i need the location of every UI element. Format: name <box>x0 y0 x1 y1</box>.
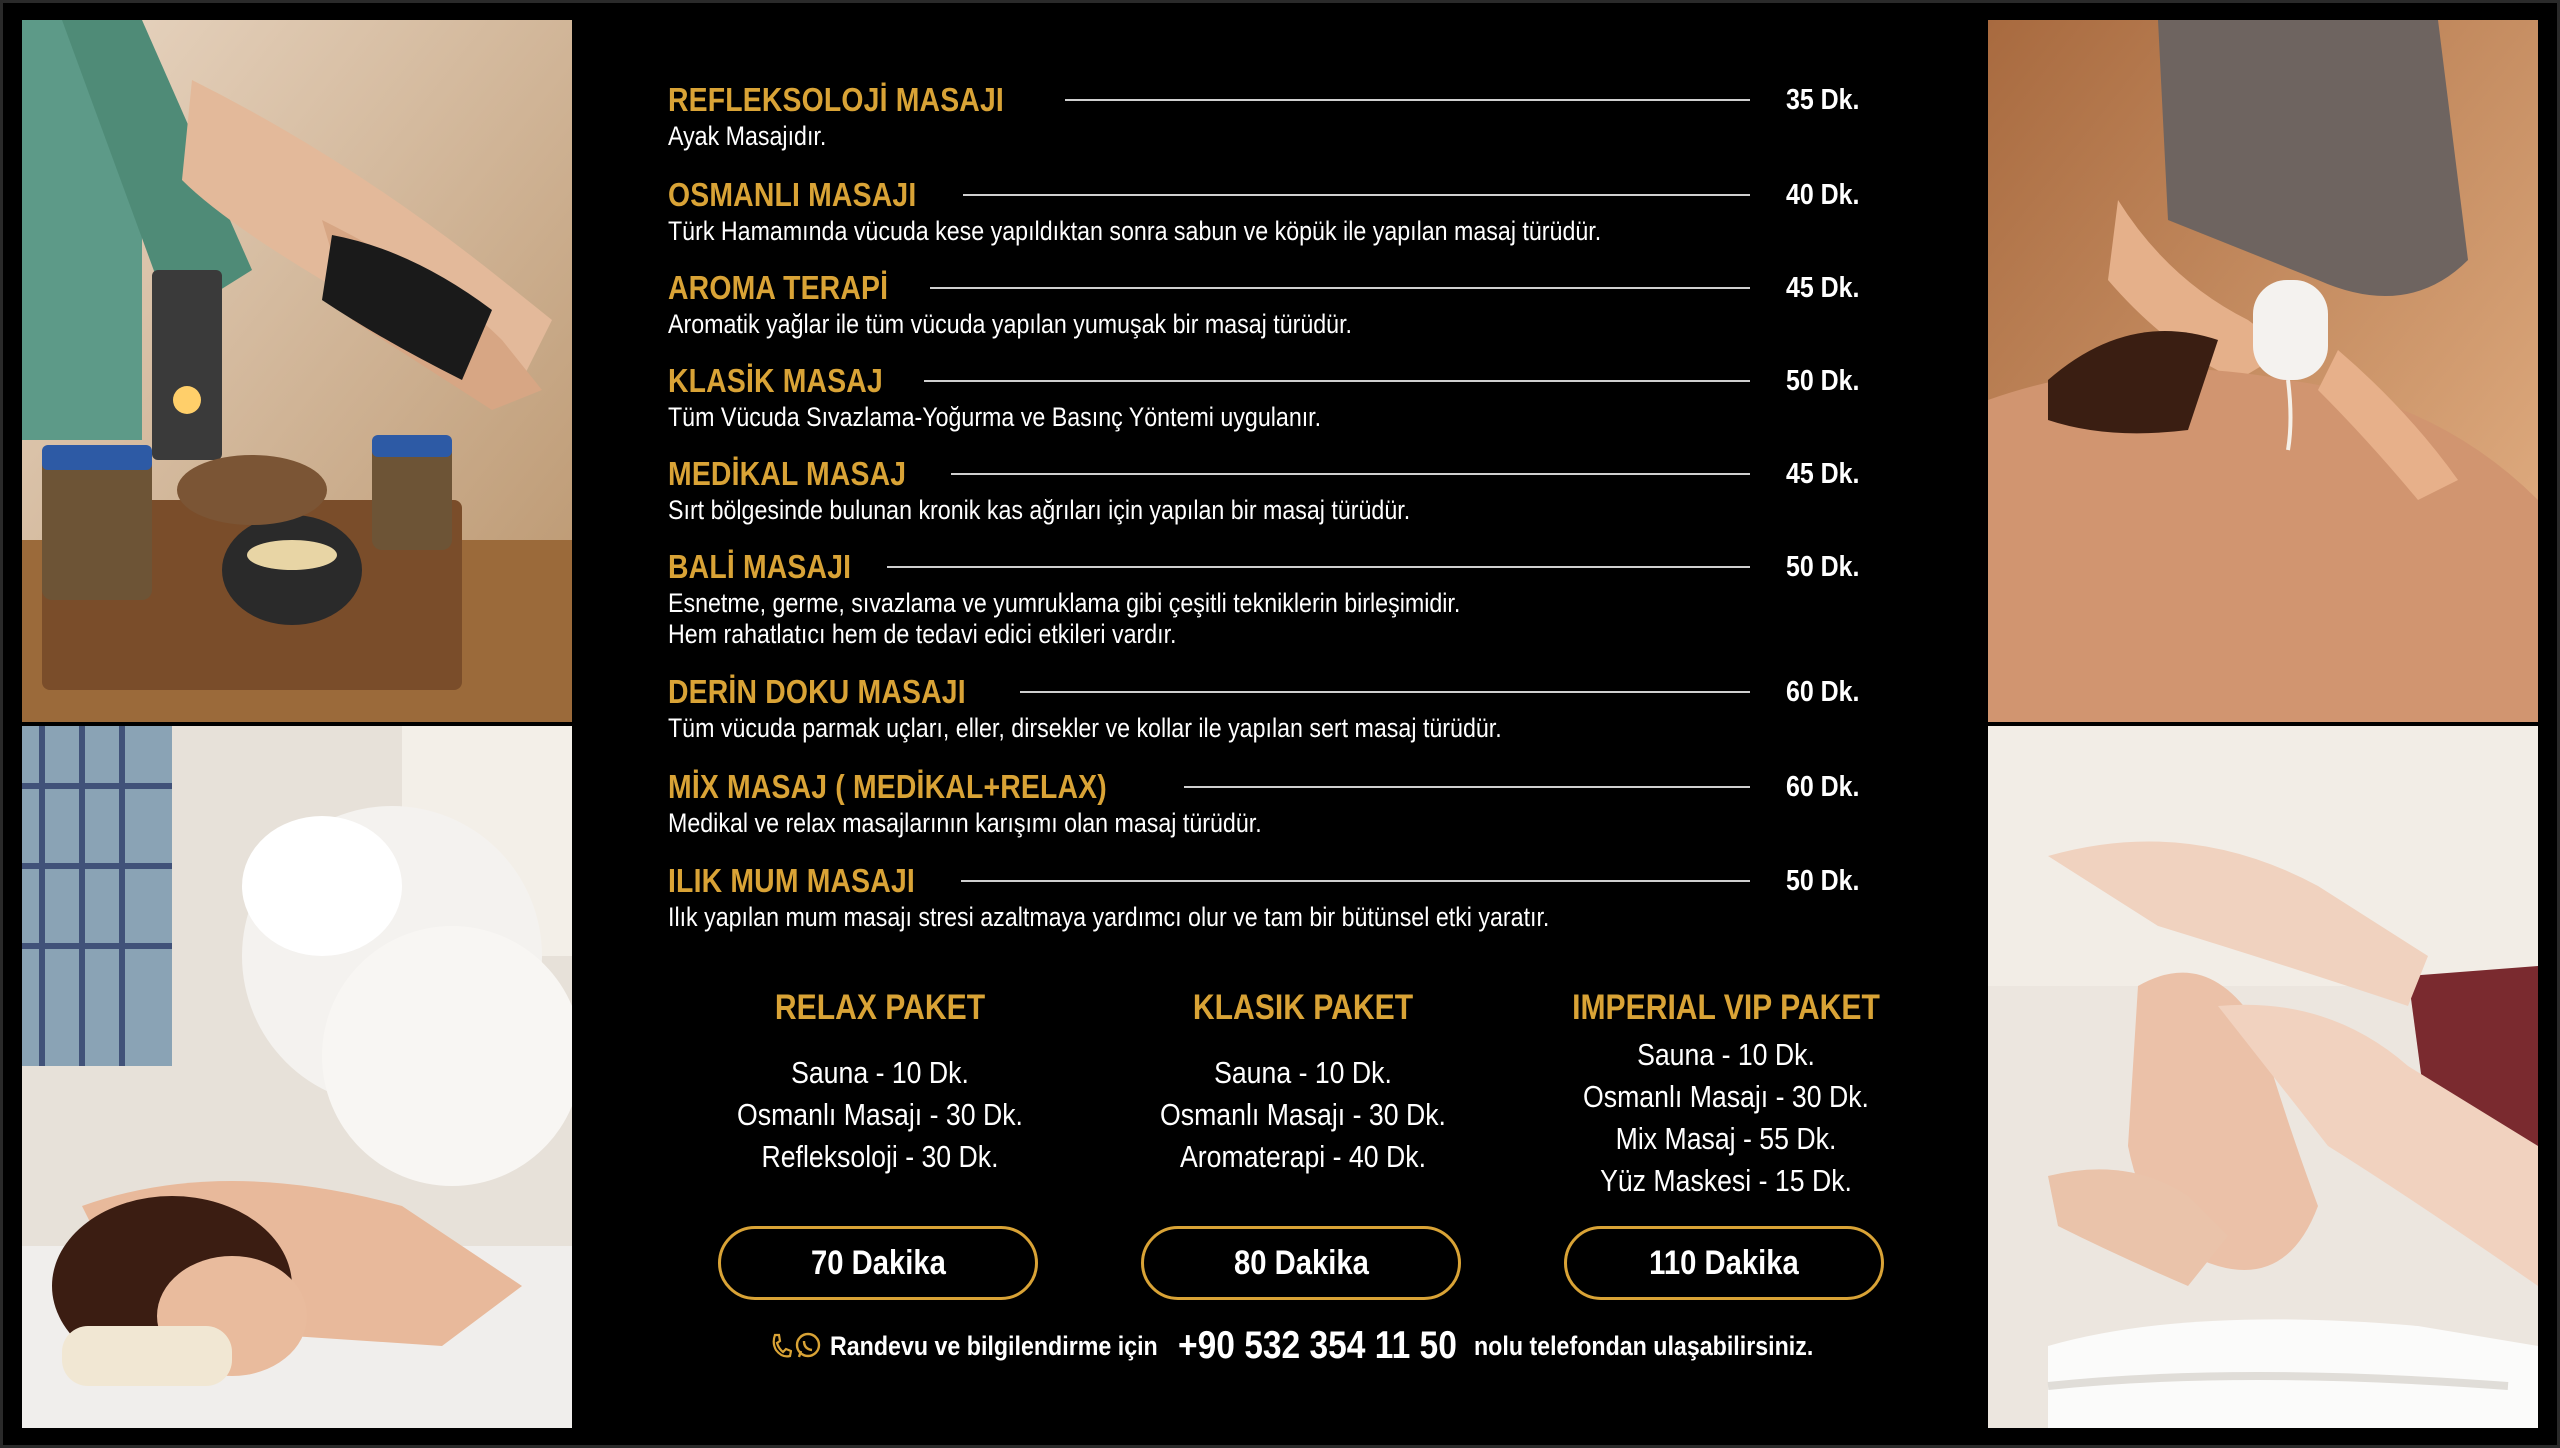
menu-item-description: Tüm Vücuda Sıvazlama-Yoğurma ve Basınç Yöntemi uygulanır. <box>668 402 1322 432</box>
menu-item-title: AROMA TERAPİ <box>668 269 889 306</box>
package-line: Osmanlı Masajı - 30 Dk. <box>737 1097 1023 1132</box>
menu-item-title: MİX MASAJ ( MEDİKAL+RELAX) <box>668 768 1107 805</box>
leader-line <box>887 566 1750 568</box>
whatsapp-icon[interactable] <box>794 1332 822 1360</box>
contact-text-before: Randevu ve bilgilendirme için <box>830 1330 1158 1361</box>
contact-text-after: nolu telefondan ulaşabilirsiniz. <box>1474 1330 1814 1361</box>
phone-number[interactable]: +90 532 354 11 50 <box>1178 1324 1457 1367</box>
package-title: RELAX PAKET <box>774 988 986 1027</box>
contact-line <box>770 1316 1869 1376</box>
menu-item-description: Türk Hamamında vücuda kese yapıldıktan sonra sabun ve köpük ile yapılan masaj türüdür. <box>668 216 1602 246</box>
menu-item <box>668 545 1868 651</box>
package-line: Sauna - 10 Dk. <box>791 1055 969 1090</box>
menu-item-title: MEDİKAL MASAJ <box>668 455 907 492</box>
package-duration-label: 70 Dakika <box>810 1243 946 1282</box>
leader-line <box>963 194 1750 196</box>
menu-item-duration: 50 Dk. <box>1786 550 1860 583</box>
menu-item-description: Medikal ve relax masajlarının karışımı olan masaj türüdür. <box>668 808 1262 838</box>
menu-item-description: Ayak Masajıdır. <box>668 121 827 151</box>
leader-line <box>924 380 1750 382</box>
menu-item-description: Aromatik yağlar ile tüm vücuda yapılan yumuşak bir masaj türüdür. <box>668 309 1353 339</box>
menu-item-description: Tüm vücuda parmak uçları, eller, dirsekler ve kollar ile yapılan sert masaj türüdür. <box>668 713 1502 743</box>
package-line: Refleksoloji - 30 Dk. <box>761 1139 999 1174</box>
menu-item-duration: 40 Dk. <box>1786 178 1860 211</box>
package-line: Sauna - 10 Dk. <box>1214 1055 1392 1090</box>
menu-item <box>668 859 1868 934</box>
package-imperial-vip <box>1516 988 1936 1202</box>
leader-line <box>1065 99 1750 101</box>
phone-icon <box>770 1333 792 1359</box>
package-line: Osmanlı Masajı - 30 Dk. <box>1583 1079 1869 1114</box>
leader-line <box>951 473 1750 475</box>
leader-line <box>1020 691 1750 693</box>
menu-item-description: Esnetme, germe, sıvazlama ve yumruklama gibi çeşitli tekniklerin birleşimidir. <box>668 588 1461 618</box>
leader-line <box>1184 786 1750 788</box>
menu-item <box>668 765 1868 840</box>
package-duration-imperial[interactable] <box>1564 1226 1884 1300</box>
menu-item-title: ILIK MUM MASAJI <box>668 862 915 899</box>
menu-item <box>668 78 1868 153</box>
photo-foot-massage <box>1988 726 2538 1428</box>
menu-item-duration: 45 Dk. <box>1786 457 1860 490</box>
package-duration-klasik[interactable] <box>1141 1226 1461 1300</box>
package-line: Sauna - 10 Dk. <box>1637 1037 1815 1072</box>
menu-item-title: OSMANLI MASAJI <box>668 176 917 213</box>
menu-item-title: KLASİK MASAJ <box>668 362 883 399</box>
leader-line <box>930 287 1750 289</box>
menu-item <box>668 670 1868 745</box>
package-relax <box>670 988 1090 1178</box>
package-line: Yüz Maskesi - 15 Dk. <box>1600 1163 1852 1198</box>
menu-item <box>668 359 1868 434</box>
menu-item-description: Hem rahatlatıcı hem de tedavi edici etkileri vardır. <box>668 619 1177 649</box>
package-line: Osmanlı Masajı - 30 Dk. <box>1160 1097 1446 1132</box>
leader-line <box>961 880 1750 882</box>
photo-hammam-accessories <box>22 20 572 722</box>
package-title: KLASIK PAKET <box>1192 988 1414 1027</box>
menu-item-title: REFLEKSOLOJİ MASAJI <box>668 81 1004 118</box>
contact-icons <box>770 1332 822 1360</box>
package-line: Mix Masaj - 55 Dk. <box>1615 1121 1837 1156</box>
package-duration-label: 80 Dakika <box>1233 1243 1369 1282</box>
menu-item-description: Ilık yapılan mum masajı stresi azaltmaya yardımcı olur ve tam bir bütünsel etki yaratır. <box>668 902 1550 932</box>
package-klasik <box>1093 988 1513 1178</box>
menu-item-duration: 50 Dk. <box>1786 864 1860 897</box>
menu-item <box>668 173 1868 248</box>
package-title: IMPERIAL VIP PAKET <box>1572 988 1880 1027</box>
photo-foam-massage <box>22 726 572 1428</box>
menu-item-duration: 60 Dk. <box>1786 675 1860 708</box>
menu-item-duration: 35 Dk. <box>1786 83 1860 116</box>
menu-item-title: BALİ MASAJI <box>668 548 852 585</box>
photo-oil-back-massage <box>1988 20 2538 722</box>
package-duration-relax[interactable] <box>718 1226 1038 1300</box>
package-line: Aromaterapi - 40 Dk. <box>1180 1139 1426 1174</box>
package-duration-label: 110 Dakika <box>1649 1243 1799 1282</box>
menu-item <box>668 266 1868 341</box>
menu-item-duration: 60 Dk. <box>1786 770 1860 803</box>
menu-item <box>668 452 1868 527</box>
menu-item-description: Sırt bölgesinde bulunan kronik kas ağrıları için yapılan bir masaj türüdür. <box>668 495 1411 525</box>
menu-item-duration: 50 Dk. <box>1786 364 1860 397</box>
menu-item-title: DERİN DOKU MASAJI <box>668 673 966 710</box>
menu-item-duration: 45 Dk. <box>1786 271 1860 304</box>
